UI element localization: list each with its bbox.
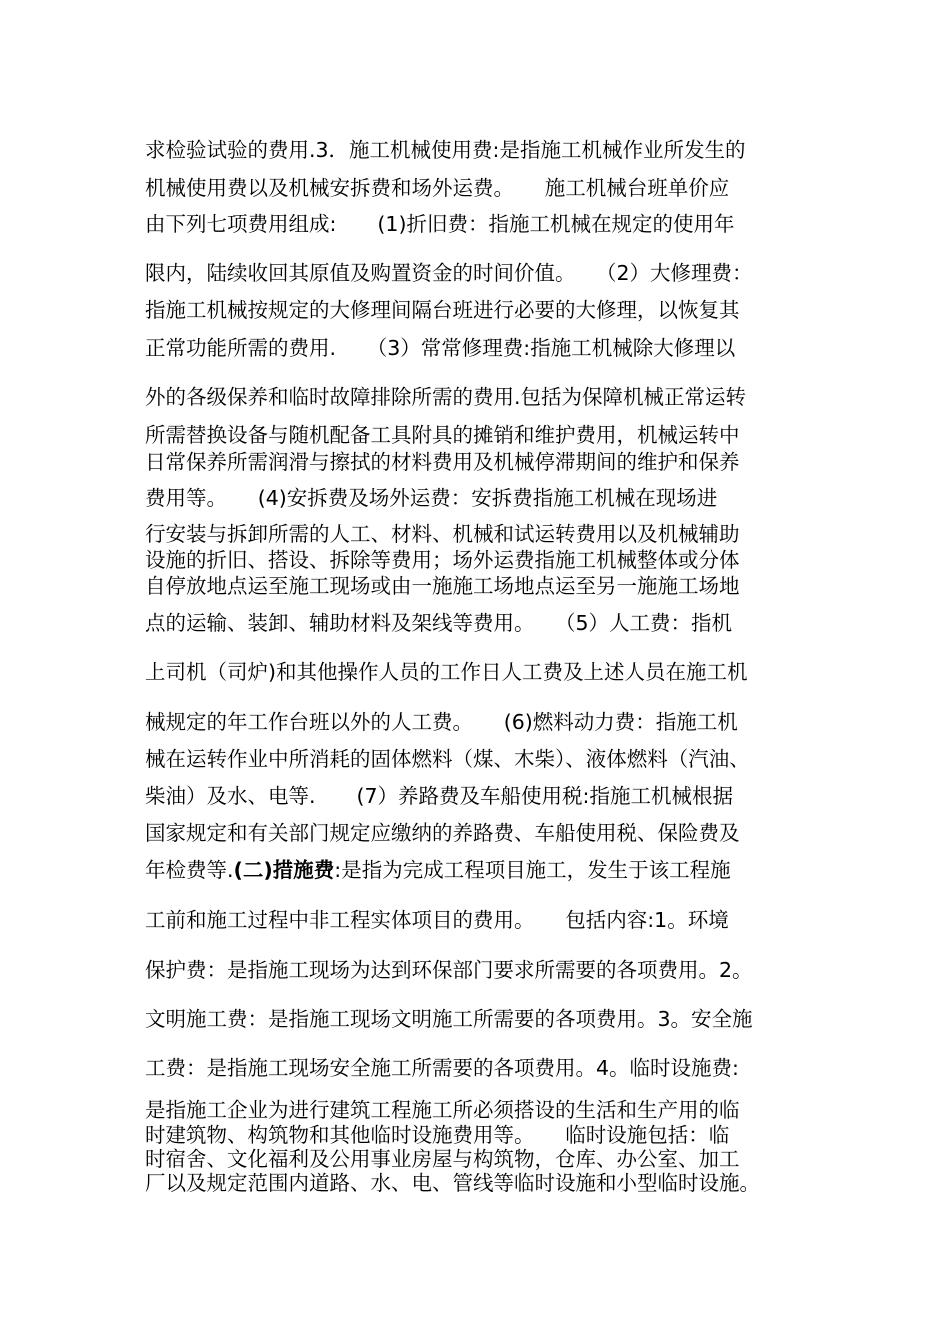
- text-line: [145, 820, 740, 846]
- line-text: 械在运转作业中所消耗的固体燃料（煤、木柴）、液体燃料（汽油、: [145, 747, 750, 771]
- text-line: [145, 335, 735, 361]
- text-line: [145, 573, 740, 599]
- line-text: 保护费：是指施工现场为达到环保部门要求所需要的各项费用。2。: [145, 958, 753, 982]
- text-line: [145, 485, 717, 511]
- line-text: 械规定的年工作台班以外的人工费。 (6)燃料动力费：指施工机: [145, 710, 738, 734]
- line-text: 上司机（司炉)和其他操作人员的工作日人工费及上述人员在施工机: [145, 660, 748, 684]
- line-text: 柴油）及水、电等. (7）养路费及车船使用税:指施工机械根据: [145, 784, 733, 808]
- text-line: [145, 211, 734, 237]
- line-text: :是指为完成工程项目施工，发生于该工程施: [334, 858, 731, 882]
- line-text: 日常保养所需润滑与擦拭的材料费用及机械停滞期间的维护和保养: [145, 450, 740, 474]
- text-line: [145, 746, 750, 772]
- line-text: 行安装与拆卸所需的人工、材料、机械和试运转费用以及机械辅助: [145, 522, 740, 546]
- text-line: [145, 1146, 740, 1172]
- line-text: 国家规定和有关部门规定应缴纳的养路费、车船使用税、保险费及: [145, 821, 740, 845]
- text-line: [145, 1170, 760, 1196]
- text-line: [145, 957, 753, 983]
- line-text: 是指施工企业为进行建筑工程施工所必须搭设的生活和生产用的临: [145, 1098, 740, 1122]
- line-text: 由下列七项费用组成: (1)折旧费：指施工机械在规定的使用年: [145, 212, 735, 236]
- text-line: [145, 297, 740, 323]
- text-line: [145, 521, 740, 547]
- text-line: [145, 907, 729, 933]
- text-line: [145, 659, 748, 685]
- text-line: [145, 422, 740, 448]
- text-line: [145, 783, 733, 809]
- text-line: [145, 547, 740, 573]
- text-line: [145, 1055, 739, 1081]
- text-line: [145, 1097, 740, 1123]
- line-text: 工前和施工过程中非工程实体项目的费用。 包括内容:1。环境: [145, 908, 729, 932]
- line-text: 费用等。 (4)安拆费及场外运费：安拆费指施工机械在现场进: [145, 486, 718, 510]
- line-text: 自停放地点运至施工现场或由一施施工场地点运至另一施施工场地: [145, 574, 740, 598]
- line-text: 时建筑物、构筑物和其他临时设施费用等。 临时设施包括：临: [145, 1123, 730, 1147]
- line-text: 外的各级保养和临时故障排除所需的费用.包括为保障机械正常运转: [145, 385, 747, 409]
- text-line: [145, 384, 746, 410]
- line-text: 时宿舍、文化福利及公用事业房屋与构筑物，仓库、办公室、加工: [145, 1147, 740, 1171]
- text-line: [145, 857, 731, 883]
- line-text: 点的运输、装卸、辅助材料及架线等费用。 （5）人工费：指机: [145, 611, 733, 635]
- text-line: [145, 137, 745, 163]
- line-text: 限内，陆续收回其原值及购置资金的时间价值。 （2）大修理费：: [145, 261, 753, 285]
- line-text: 求检验试验的费用.3．施工机械使用费:是指施工机械作业所发生的: [145, 138, 746, 162]
- line-text: 所需替换设备与随机配备工具附具的摊销和维护费用，机械运转中: [145, 423, 740, 447]
- text-line: [145, 1006, 753, 1032]
- line-text: 指施工机械按规定的大修理间隔台班进行必要的大修理，以恢复其: [145, 298, 740, 322]
- line-text: 文明施工费：是指施工现场文明施工所需要的各项费用。3。安全施: [145, 1007, 753, 1031]
- line-text: 正常功能所需的费用. （3）常常修理费:指施工机械除大修理以: [145, 336, 736, 360]
- text-line: [145, 709, 738, 735]
- section-heading: (二)措施费: [233, 858, 335, 882]
- text-line: [145, 449, 740, 475]
- text-line: [145, 175, 729, 201]
- line-text: 厂以及规定范围内道路、水、电、管线等临时设施和小型临时设施。: [145, 1171, 760, 1195]
- text-line: [145, 260, 753, 286]
- line-text: 机械使用费以及机械安拆费和场外运费。 施工机械台班单价应: [145, 176, 730, 200]
- line-text: 年检费等.: [145, 858, 234, 882]
- text-line: [145, 610, 732, 636]
- line-text: 设施的折旧、搭设、拆除等费用；场外运费指施工机械整体或分体: [145, 548, 740, 572]
- line-text: 工费：是指施工现场安全施工所需要的各项费用。4。临时设施费:: [145, 1056, 739, 1080]
- text-line: [145, 1122, 729, 1148]
